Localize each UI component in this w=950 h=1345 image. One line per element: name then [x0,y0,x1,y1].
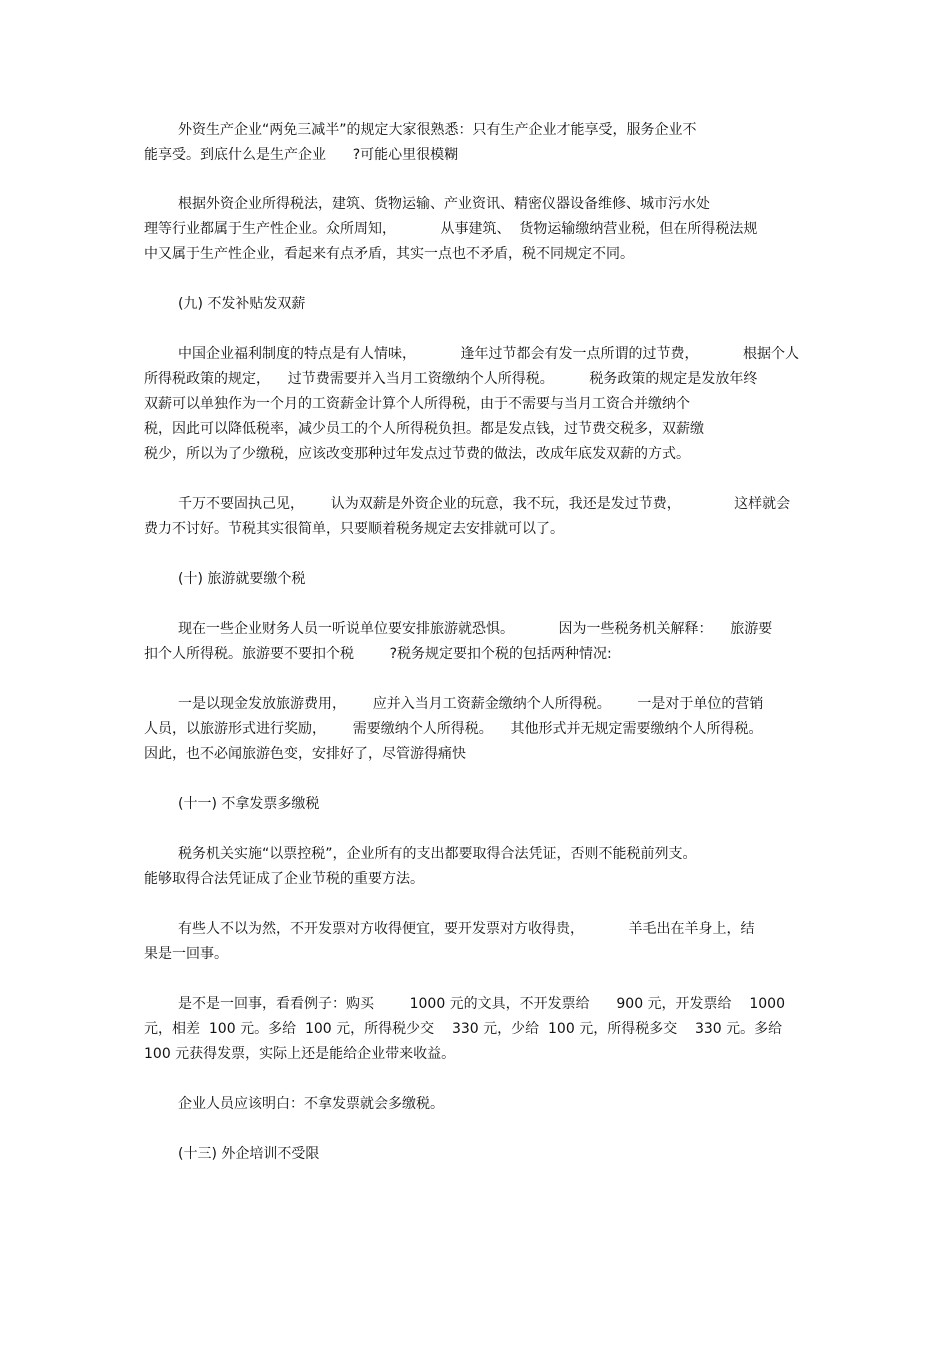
text-line: 果是一回事。 [144,946,228,962]
text-line: 中国企业福利制度的特点是有人情味， 逢年过节都会有发一点所谓的过节费， 根据个人 [178,346,800,362]
text-line: 元，相差 100 元。多给 100 元，所得税少交 330 元，少给 100 元，所得税多交 330 元。多给 [144,1021,783,1037]
text-line: 中又属于生产性企业，看起来有点矛盾，其实一点也不矛盾，税不同规定不同。 [144,246,634,262]
text-line: 千万不要固执己见， 认为双薪是外资企业的玩意，我不玩，我还是发过节费， 这样就会 [178,496,791,512]
text-line: 企业人员应该明白：不拿发票就会多缴税。 [178,1096,444,1112]
text-line: 现在一些企业财务人员一听说单位要安排旅游就恐惧。 因为一些税务机关解释： 旅游要 [178,621,773,637]
text-line: 能够取得合法凭证成了企业节税的重要方法。 [144,871,424,887]
text-line: 税务机关实施“以票控税”，企业所有的支出都要取得合法凭证，否则不能税前列支。 [178,846,697,862]
text-line: 一是以现金发放旅游费用， 应并入当月工资薪金缴纳个人所得税。 一是对于单位的营销 [178,696,764,712]
text-line: 税，因此可以降低税率，减少员工的个人所得税负担。都是发点钱，过节费交税多，双薪缴 [144,421,704,437]
text-line: 理等行业都属于生产性企业。众所周知， 从事建筑、 货物运输缴纳营业税，但在所得税法规 [144,221,758,237]
text-line: 扣个人所得税。旅游要不要扣个税 ?税务规定要扣个税的包括两种情况: [144,646,612,662]
text-line: 根据外资企业所得税法，建筑、货物运输、产业资讯、精密仪器设备维修、城市污水处 [178,196,710,212]
section-heading: (十一) 不拿发票多缴税 [178,796,320,812]
text-line: 人员，以旅游形式进行奖励， 需要缴纳个人所得税。 其他形式并无规定需要缴纳个人所得税。 [144,721,763,737]
text-line: 外资生产企业“两免三减半”的规定大家很熟悉：只有生产企业才能享受，服务企业不 [178,122,697,138]
text-line: 双薪可以单独作为一个月的工资薪金计算个人所得税，由于不需要与当月工资合并缴纳个 [144,396,690,412]
text-line: 所得税政策的规定， 过节费需要并入当月工资缴纳个人所得税。 税务政策的规定是发放年终 [144,371,758,387]
text-line: 税少，所以为了少缴税，应该改变那种过年发点过节费的做法，改成年底发双薪的方式。 [144,446,690,462]
section-heading: (十) 旅游就要缴个税 [178,571,306,587]
text-line: 因此，也不必闻旅游色变，安排好了，尽管游得痛快 [144,746,466,762]
text-line: 有些人不以为然，不开发票对方收得便宜，要开发票对方收得贵， 羊毛出在羊身上，结 [178,921,755,937]
text-line: 能享受。到底什么是生产企业 ?可能心里很模糊 [144,147,459,163]
section-heading: (十三) 外企培训不受限 [178,1146,320,1162]
text-line: 费力不讨好。节税其实很简单，只要顺着税务规定去安排就可以了。 [144,521,564,537]
section-heading: (九) 不发补贴发双薪 [178,296,306,312]
text-line: 100 元获得发票，实际上还是能给企业带来收益。 [144,1046,456,1062]
text-line: 是不是一回事，看看例子：购买 1000 元的文具，不开发票给 900 元，开发票给 1000 [178,996,785,1012]
